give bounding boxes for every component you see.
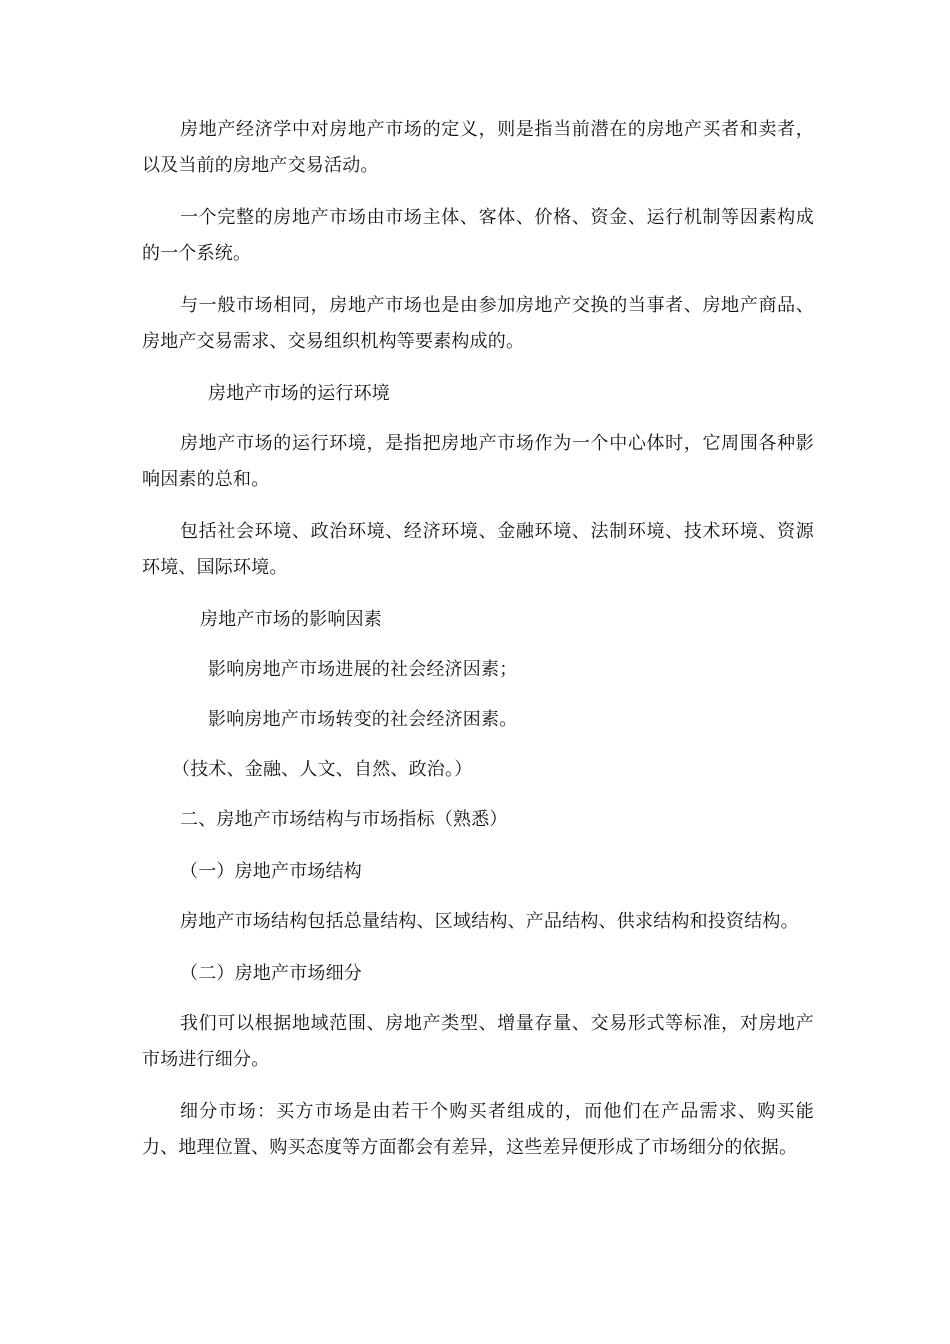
paragraph-market-system: 一个完整的房地产市场由市场主体、客体、价格、资金、运行机制等因素构成的一个系统。 xyxy=(142,207,814,264)
paragraph-segmentation-criteria: 我们可以根据地域范围、房地产类型、增量存量、交易形式等标准，对房地产市场进行细分。 xyxy=(142,1013,814,1070)
heading-section-two: 二、房地产市场结构与市场指标（熟悉） xyxy=(180,809,508,830)
heading-operating-environment: 房地产市场的运行环境 xyxy=(208,383,390,404)
paragraph-market-definition: 房地产经济学中对房地产市场的定义，则是指当前潜在的房地产买者和卖者，以及当前的房地产交易活动。 xyxy=(142,119,814,176)
paragraph-segmented-market: 细分市场：买方市场是由若干个购买者组成的，而他们在产品需求、购买能力、地理位置、购买态度等方面都会有差异，这些差异便形成了市场细分的依据。 xyxy=(142,1101,814,1158)
document-page xyxy=(142,112,814,1182)
heading-influencing-factors: 房地产市场的影响因素 xyxy=(200,609,382,630)
paragraph-environment-definition: 房地产市场的运行环境，是指把房地产市场作为一个中心体时，它周围各种影响因素的总和。 xyxy=(142,433,814,490)
paragraph-environment-list: 包括社会环境、政治环境、经济环境、金融环境、法制环境、技术环境、资源环境、国际环境。 xyxy=(142,521,814,578)
paragraph-factor-types: （技术、金融、人文、自然、政治。） xyxy=(172,759,473,780)
heading-market-structure: （一）房地产市场结构 xyxy=(180,861,362,882)
paragraph-market-elements: 与一般市场相同，房地产市场也是由参加房地产交换的当事者、房地产商品、 房地产交易需求、交易组织机构等要素构成的。 xyxy=(142,295,814,352)
heading-market-segmentation: （二）房地产市场细分 xyxy=(180,963,362,984)
list-item-development-factors: 影响房地产市场进展的社会经济因素； xyxy=(208,659,518,680)
paragraph-market-structure: 房地产市场结构包括总量结构、区域结构、产品结构、供求结构和投资结构。 xyxy=(180,911,799,932)
list-item-change-factors: 影响房地产市场转变的社会经济困素。 xyxy=(208,709,518,730)
